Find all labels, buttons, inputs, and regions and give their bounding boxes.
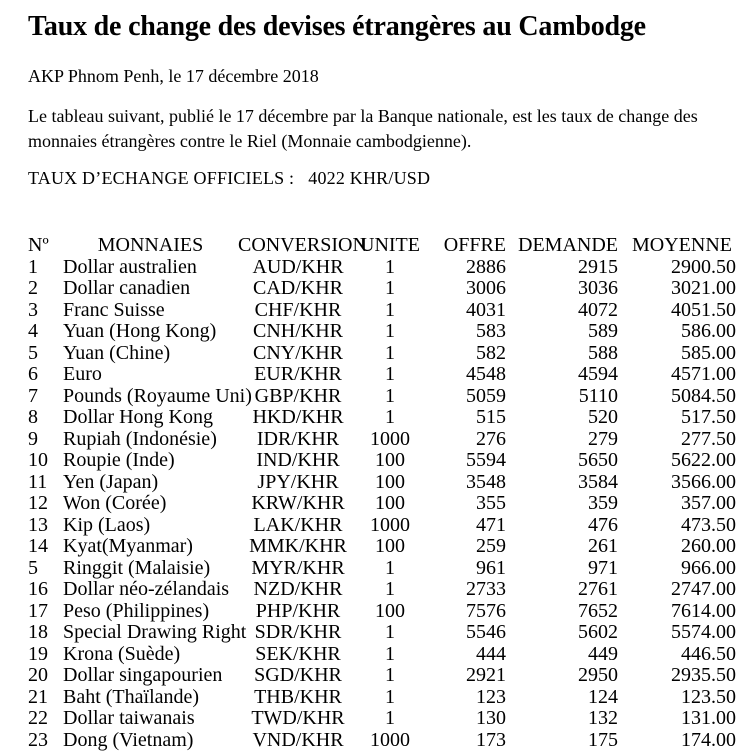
header-number: Nº [28, 235, 63, 257]
average-cell: 2900.50 [618, 257, 736, 279]
average-cell: 260.00 [618, 536, 736, 558]
table-row [28, 364, 736, 386]
bid-cell: 7576 [422, 601, 506, 623]
conversion-pair-cell: IND/KHR [238, 450, 358, 472]
ask-cell: 3584 [506, 472, 618, 494]
currency-name-cell: Peso (Philippines) [63, 601, 238, 623]
table-row [28, 687, 736, 709]
ask-cell: 588 [506, 343, 618, 365]
bid-cell: 515 [422, 407, 506, 429]
average-cell: 123.50 [618, 687, 736, 709]
currency-name-cell: Franc Suisse [63, 300, 238, 322]
currency-name-cell: Dollar Hong Kong [63, 407, 238, 429]
average-cell: 3021.00 [618, 278, 736, 300]
unit-cell: 100 [358, 472, 422, 494]
table-row [28, 601, 736, 623]
unit-cell: 1 [358, 321, 422, 343]
conversion-pair-cell: CAD/KHR [238, 278, 358, 300]
bid-cell: 5546 [422, 622, 506, 644]
table-row [28, 407, 736, 429]
row-number-cell: 2 [28, 278, 63, 300]
currency-name-cell: Dollar taiwanais [63, 708, 238, 730]
row-number-cell: 11 [28, 472, 63, 494]
unit-cell: 1 [358, 364, 422, 386]
conversion-pair-cell: JPY/KHR [238, 472, 358, 494]
currency-name-cell: Dollar singapourien [63, 665, 238, 687]
conversion-pair-cell: CHF/KHR [238, 300, 358, 322]
conversion-pair-cell: HKD/KHR [238, 407, 358, 429]
ask-cell: 124 [506, 687, 618, 709]
row-number-cell: 4 [28, 321, 63, 343]
average-cell: 7614.00 [618, 601, 736, 623]
bid-cell: 259 [422, 536, 506, 558]
header-currencies: MONNAIES [63, 235, 238, 257]
bid-cell: 471 [422, 515, 506, 537]
average-cell: 277.50 [618, 429, 736, 451]
official-rate-value: 4022 KHR/USD [308, 168, 430, 188]
row-number-cell: 17 [28, 601, 63, 623]
conversion-pair-cell: KRW/KHR [238, 493, 358, 515]
ask-cell: 132 [506, 708, 618, 730]
average-cell: 2747.00 [618, 579, 736, 601]
table-row [28, 450, 736, 472]
conversion-pair-cell: EUR/KHR [238, 364, 358, 386]
row-number-cell: 6 [28, 364, 63, 386]
ask-cell: 520 [506, 407, 618, 429]
row-number-cell: 1 [28, 257, 63, 279]
table-row [28, 257, 736, 279]
bid-cell: 961 [422, 558, 506, 580]
table-row [28, 644, 736, 666]
currency-name-cell: Yuan (Hong Kong) [63, 321, 238, 343]
average-cell: 4051.50 [618, 300, 736, 322]
row-number-cell: 5 [28, 343, 63, 365]
average-cell: 586.00 [618, 321, 736, 343]
table-row [28, 579, 736, 601]
row-number-cell: 12 [28, 493, 63, 515]
ask-cell: 4594 [506, 364, 618, 386]
ask-cell: 476 [506, 515, 618, 537]
row-number-cell: 23 [28, 730, 63, 751]
dateline: AKP Phnom Penh, le 17 décembre 2018 [28, 64, 732, 88]
ask-cell: 2915 [506, 257, 618, 279]
bid-cell: 2733 [422, 579, 506, 601]
ask-cell: 175 [506, 730, 618, 751]
official-rate-label: TAUX D’ECHANGE OFFICIELS : [28, 168, 294, 188]
header-ask: DEMANDE [506, 235, 618, 257]
conversion-pair-cell: VND/KHR [238, 730, 358, 751]
table-row [28, 536, 736, 558]
bid-cell: 173 [422, 730, 506, 751]
average-cell: 5622.00 [618, 450, 736, 472]
unit-cell: 1 [358, 300, 422, 322]
average-cell: 3566.00 [618, 472, 736, 494]
conversion-pair-cell: CNH/KHR [238, 321, 358, 343]
unit-cell: 1 [358, 558, 422, 580]
average-cell: 517.50 [618, 407, 736, 429]
table-row [28, 429, 736, 451]
conversion-pair-cell: AUD/KHR [238, 257, 358, 279]
currency-name-cell: Dollar australien [63, 257, 238, 279]
currency-name-cell: Special Drawing Right [63, 622, 238, 644]
ask-cell: 7652 [506, 601, 618, 623]
unit-cell: 100 [358, 536, 422, 558]
currency-name-cell: Euro [63, 364, 238, 386]
row-number-cell: 16 [28, 579, 63, 601]
conversion-pair-cell: THB/KHR [238, 687, 358, 709]
average-cell: 473.50 [618, 515, 736, 537]
unit-cell: 1 [358, 343, 422, 365]
row-number-cell: 10 [28, 450, 63, 472]
row-number-cell: 18 [28, 622, 63, 644]
table-row [28, 622, 736, 644]
unit-cell: 1000 [358, 515, 422, 537]
unit-cell: 1 [358, 665, 422, 687]
table-row [28, 730, 736, 751]
average-cell: 2935.50 [618, 665, 736, 687]
bid-cell: 444 [422, 644, 506, 666]
row-number-cell: 22 [28, 708, 63, 730]
bid-cell: 2886 [422, 257, 506, 279]
conversion-pair-cell: IDR/KHR [238, 429, 358, 451]
table-row [28, 665, 736, 687]
bid-cell: 5059 [422, 386, 506, 408]
row-number-cell: 5 [28, 558, 63, 580]
intro-line-2: monnaies étrangères contre le Riel (Monnaie cambodgienne). [28, 131, 471, 151]
conversion-pair-cell: MYR/KHR [238, 558, 358, 580]
ask-cell: 971 [506, 558, 618, 580]
unit-cell: 100 [358, 493, 422, 515]
currency-name-cell: Dollar néo-zélandais [63, 579, 238, 601]
table-row [28, 343, 736, 365]
bid-cell: 355 [422, 493, 506, 515]
table-body [28, 257, 736, 751]
table-row [28, 472, 736, 494]
unit-cell: 100 [358, 450, 422, 472]
unit-cell: 1000 [358, 429, 422, 451]
average-cell: 446.50 [618, 644, 736, 666]
ask-cell: 359 [506, 493, 618, 515]
ask-cell: 261 [506, 536, 618, 558]
bid-cell: 2921 [422, 665, 506, 687]
unit-cell: 1 [358, 386, 422, 408]
ask-cell: 5602 [506, 622, 618, 644]
bid-cell: 4548 [422, 364, 506, 386]
table-row [28, 300, 736, 322]
row-number-cell: 13 [28, 515, 63, 537]
unit-cell: 1 [358, 687, 422, 709]
ask-cell: 449 [506, 644, 618, 666]
bid-cell: 3548 [422, 472, 506, 494]
bid-cell: 582 [422, 343, 506, 365]
table-row [28, 493, 736, 515]
currency-name-cell: Baht (Thaïlande) [63, 687, 238, 709]
bid-cell: 3006 [422, 278, 506, 300]
ask-cell: 4072 [506, 300, 618, 322]
header-conversion: CONVERSION [238, 235, 358, 257]
currency-name-cell: Ringgit (Malaisie) [63, 558, 238, 580]
bid-cell: 4031 [422, 300, 506, 322]
conversion-pair-cell: PHP/KHR [238, 601, 358, 623]
row-number-cell: 7 [28, 386, 63, 408]
bid-cell: 123 [422, 687, 506, 709]
unit-cell: 1 [358, 622, 422, 644]
currency-name-cell: Yuan (Chine) [63, 343, 238, 365]
unit-cell: 1 [358, 644, 422, 666]
conversion-pair-cell: CNY/KHR [238, 343, 358, 365]
table-row [28, 278, 736, 300]
conversion-pair-cell: SDR/KHR [238, 622, 358, 644]
unit-cell: 1 [358, 708, 422, 730]
average-cell: 174.00 [618, 730, 736, 751]
row-number-cell: 3 [28, 300, 63, 322]
conversion-pair-cell: LAK/KHR [238, 515, 358, 537]
currency-name-cell: Kip (Laos) [63, 515, 238, 537]
conversion-pair-cell: MMK/KHR [238, 536, 358, 558]
table-row [28, 515, 736, 537]
currency-name-cell: Yen (Japan) [63, 472, 238, 494]
average-cell: 131.00 [618, 708, 736, 730]
average-cell: 5084.50 [618, 386, 736, 408]
average-cell: 357.00 [618, 493, 736, 515]
currency-name-cell: Rupiah (Indonésie) [63, 429, 238, 451]
currency-name-cell: Roupie (Inde) [63, 450, 238, 472]
currency-name-cell: Pounds (Royaume Uni) [63, 386, 238, 408]
average-cell: 4571.00 [618, 364, 736, 386]
unit-cell: 1 [358, 257, 422, 279]
unit-cell: 1 [358, 579, 422, 601]
ask-cell: 5110 [506, 386, 618, 408]
table-header [28, 235, 736, 257]
unit-cell: 1 [358, 407, 422, 429]
row-number-cell: 21 [28, 687, 63, 709]
header-bid: OFFRE [422, 235, 506, 257]
unit-cell: 100 [358, 601, 422, 623]
conversion-pair-cell: GBP/KHR [238, 386, 358, 408]
page-title: Taux de change des devises étrangères au Cambodge [28, 10, 732, 44]
currency-name-cell: Dollar canadien [63, 278, 238, 300]
conversion-pair-cell: SEK/KHR [238, 644, 358, 666]
header-unit: UNITE [358, 235, 422, 257]
official-rate-line [28, 166, 732, 190]
average-cell: 5574.00 [618, 622, 736, 644]
table-row [28, 321, 736, 343]
row-number-cell: 19 [28, 644, 63, 666]
table-row [28, 386, 736, 408]
currency-name-cell: Krona (Suède) [63, 644, 238, 666]
row-number-cell: 8 [28, 407, 63, 429]
table-row [28, 558, 736, 580]
currency-name-cell: Dong (Vietnam) [63, 730, 238, 751]
row-number-cell: 14 [28, 536, 63, 558]
intro-line-1: Le tableau suivant, publié le 17 décembre par la Banque nationale, est les taux de change des [28, 106, 698, 126]
ask-cell: 2950 [506, 665, 618, 687]
table-row [28, 708, 736, 730]
ask-cell: 5650 [506, 450, 618, 472]
average-cell: 966.00 [618, 558, 736, 580]
currency-name-cell: Kyat(Myanmar) [63, 536, 238, 558]
unit-cell: 1 [358, 278, 422, 300]
header-average: MOYENNE [618, 235, 736, 257]
ask-cell: 279 [506, 429, 618, 451]
conversion-pair-cell: SGD/KHR [238, 665, 358, 687]
row-number-cell: 20 [28, 665, 63, 687]
bid-cell: 583 [422, 321, 506, 343]
conversion-pair-cell: TWD/KHR [238, 708, 358, 730]
ask-cell: 3036 [506, 278, 618, 300]
currency-name-cell: Won (Corée) [63, 493, 238, 515]
average-cell: 585.00 [618, 343, 736, 365]
table-header-row [28, 235, 736, 257]
exchange-rate-table [28, 235, 736, 751]
bid-cell: 276 [422, 429, 506, 451]
conversion-pair-cell: NZD/KHR [238, 579, 358, 601]
ask-cell: 589 [506, 321, 618, 343]
unit-cell: 1000 [358, 730, 422, 751]
bid-cell: 5594 [422, 450, 506, 472]
row-number-cell: 9 [28, 429, 63, 451]
ask-cell: 2761 [506, 579, 618, 601]
bid-cell: 130 [422, 708, 506, 730]
intro-paragraph [28, 104, 732, 154]
